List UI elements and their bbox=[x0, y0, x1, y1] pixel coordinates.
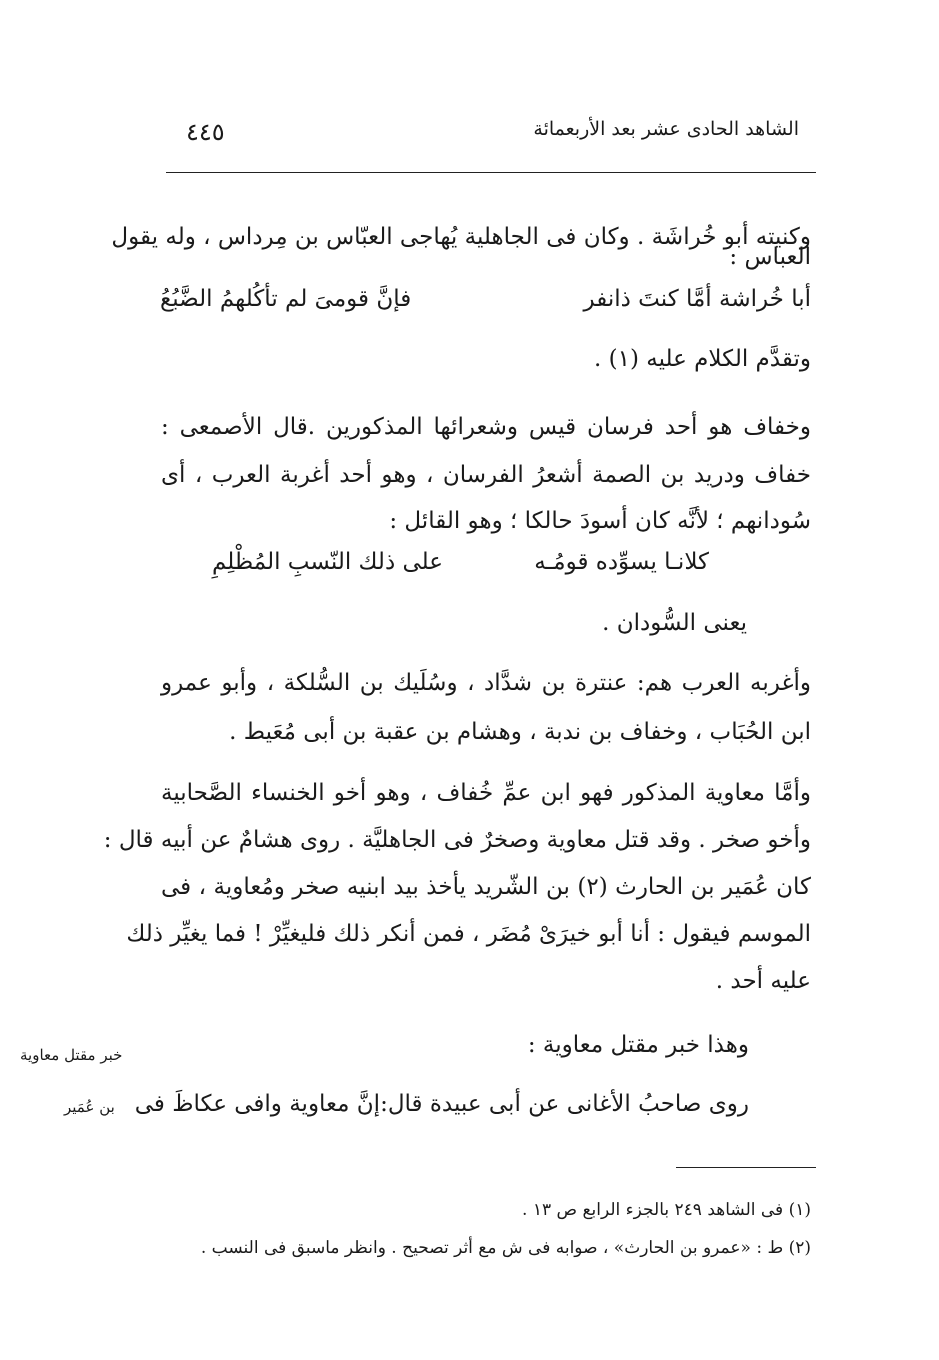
body-line: عليه أحد . bbox=[715, 968, 811, 994]
body-line: روى صاحبُ الأغانى عن أبى عبيدة قال:إنَّ معاوية وافى عكاظَ فى bbox=[134, 1091, 749, 1117]
footnote: (١) فى الشاهد ٢٤٩ بالجزء الرابع ص ١٣ . bbox=[522, 1200, 811, 1220]
body-line: وأغربه العرب هم: عنترة بن شدَّاد ، وسُلَيك بن السُّلكة ، وأبو عمرو bbox=[161, 670, 811, 696]
body-line: وتقدَّم الكلام عليه (١) . bbox=[593, 346, 811, 372]
body-line: وأخو صخر . وقد قتل معاوية وصخرٌ فى الجاهليَّة . روى هشامٌ عن أبيه قال : bbox=[103, 827, 811, 853]
margin-note: خبر مقتل معاوية bbox=[20, 1046, 123, 1064]
footnote-divider bbox=[676, 1167, 816, 1168]
body-line: خفاف ودريد بن الصمة أشعرُ الفرسان ، وهو أحد أغربة العرب ، أى bbox=[161, 462, 811, 488]
running-header-title: الشاهد الحادى عشر بعد الأربعمائة bbox=[533, 118, 799, 140]
body-line: يعنى السُّودان . bbox=[602, 610, 747, 636]
margin-note: بن عُمَير bbox=[64, 1098, 115, 1116]
verse-hemistich-right: أبا خُراشة أمَّا كنتَ ذانفر bbox=[583, 286, 811, 312]
page-number: ٤٤٥ bbox=[186, 118, 225, 146]
verse-hemistich-left: فإنَّ قومىَ لم تأكُلهمُ الضَّبُعُ bbox=[160, 286, 412, 312]
body-line: ابن الحُبَاب ، وخفاف بن ندبة ، وهشام بن عقبة بن أبى مُعَيط . bbox=[229, 719, 811, 745]
body-line: العباس : bbox=[729, 244, 811, 270]
section-intro-line: وهذا خبر مقتل معاوية : bbox=[527, 1032, 749, 1058]
footnote: (٢) ط : «عمرو بن الحارث» ، صوابه فى ش مع أثر تصحيح . وانظر ماسبق فى النسب . bbox=[200, 1238, 811, 1258]
header-divider bbox=[166, 172, 816, 173]
body-line: وخفاف هو أحد فرسان قيس وشعرائها المذكورين .قال الأصمعى : bbox=[161, 414, 811, 440]
body-line: الموسم فيقول : أنا أبو خيرَىْ مُضَر ، فمن أنكر ذلك فليغيِّرْ ! فما يغيِّر ذلك bbox=[126, 921, 811, 947]
body-line: وأمَّا معاوية المذكور فهو ابن عمِّ خُفاف ، وهو أخو الخنساء الصَّحابية bbox=[161, 780, 811, 806]
body-line: وكنيته أبو خُراشَة . وكان فى الجاهلية يُهاجى العبّاس بن مِرداس ، وله يقول bbox=[111, 224, 811, 250]
verse-hemistich-left: على ذلك النّسبِ المُظْلِمِ bbox=[212, 549, 443, 575]
verse-hemistich-right: كلانـا يسوِّده قومُـه bbox=[534, 549, 709, 575]
body-line: سُودانهم ؛ لأنَّه كان أسودَ حالكا ؛ وهو القائل : bbox=[389, 508, 811, 534]
body-line: كان عُمَير بن الحارث (٢) بن الشّريد يأخذ بيد ابنيه صخر ومُعاوية ، فى bbox=[161, 874, 812, 900]
